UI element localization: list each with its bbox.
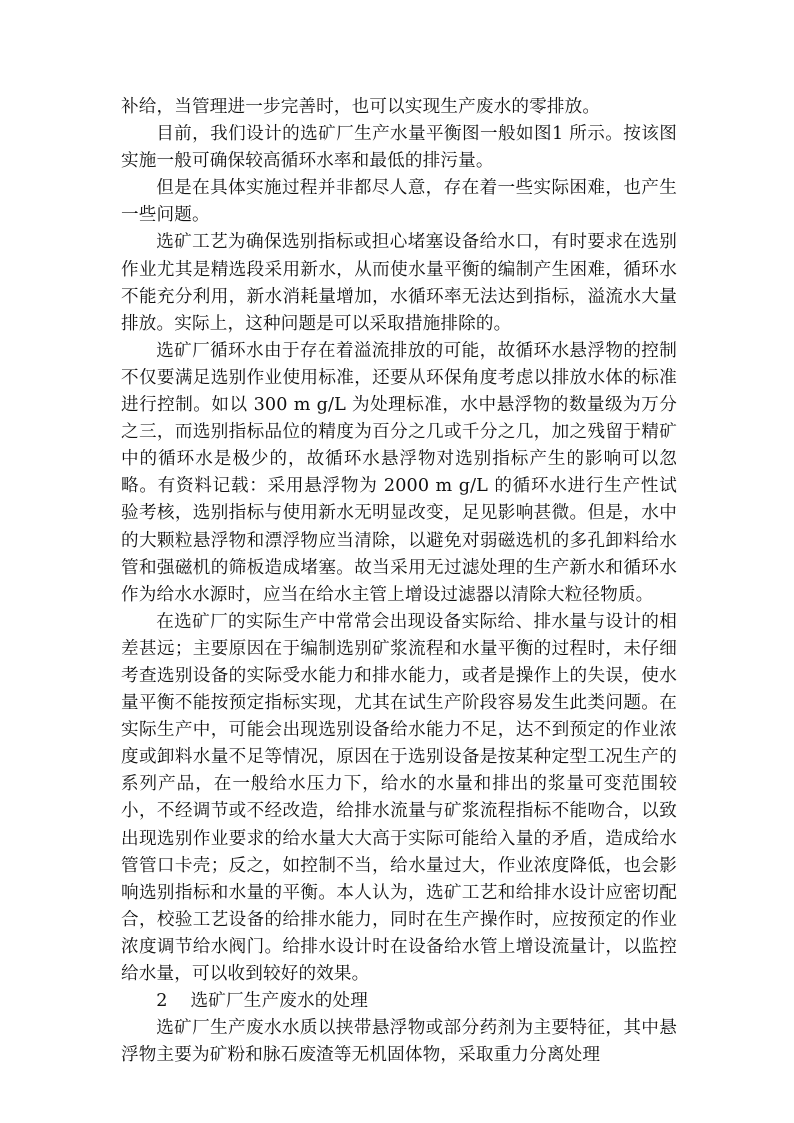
paragraph-process-fresh-water: 选矿工艺为确保选别指标或担心堵塞设备给水口，有时要求在选别作业尤其是精选段采用新水，从而使水量平衡的编制产生困难，循环水不能充分利用，新水消耗量增加，水循环率无法达到指标，溢流水大量排放。实际上，这种问题是可以采取措施排除的。 bbox=[121, 232, 677, 334]
paragraph-water-balance-intro: 目前，我们设计的选矿厂生产水量平衡图一般如图1 所示。按该图实施一般可确保较高循环水率和最低的排污量。 bbox=[121, 124, 677, 172]
paragraph-wastewater-treatment: 选矿厂生产废水水质以挟带悬浮物或部分药剂为主要特征，其中悬浮物主要为矿粉和脉石废渣等无机固体物，采取重力分离处理 bbox=[121, 1018, 677, 1066]
body-text bbox=[121, 94, 677, 1069]
section-number: 2 bbox=[156, 991, 168, 1012]
paragraph-suspended-solids: 选矿厂循环水由于存在着溢流排放的可能，故循环水悬浮物的控制不仅要满足选别作业使用标准，还要从环保角度考虑以排放水体的标准进行控制。如以 300 m g/L 为处理标准，水中悬浮物的数量级为万分之三，而选别指标品位的精度为百分之几或千分之几，加之残留于精矿中的循环水是极少的，故循环水悬浮物对选别指标产生的影响可以忽略。有资料记载：采用悬浮物为 2000 m g/L 的循环水进行生产性试验考核，选别指标与使用新水无明显改变，足见影响甚微。但是，水中的大颗粒悬浮物和漂浮物应当清除，以避免对弱磁选机的多孔卸料给水管和强磁机的筛板造成堵塞。故当采用无过滤处理的生产新水和循环水作为给水水源时，应当在给水主管上增设过滤器以清除大粒径物质。 bbox=[121, 340, 677, 605]
paragraph-equipment-water: 在选矿厂的实际生产中常常会出现设备实际给、排水量与设计的相差甚远；主要原因在于编制选别矿浆流程和水量平衡的过程时，未仔细考查选别设备的实际受水能力和排水能力，或者是操作上的失误，使水量平衡不能按预定指标实现，尤其在试生产阶段容易发生此类问题。在实际生产中，可能会出现选别设备给水能力不足，达不到预定的作业浓度或卸料水量不足等情况，原因在于选别设备是按某种定型工况生产的系列产品，在一般给水压力下，给水的水量和排出的浆量可变范围较小，不经调节或不经改造，给排水流量与矿浆流程指标不能吻合，以致出现选别作业要求的给水量大大高于实际可能给入量的矛盾，造成给水管管口卡壳；反之，如控制不当，给水量过大，作业浓度降低，也会影响选别指标和水量的平衡。本人认为，选矿工艺和给排水设计应密切配合，校验工艺设备的给排水能力，同时在生产操作时，应按预定的作业浓度调节给水阀门。给排水设计时在设备给水管上增设流量计，以监控给水量，可以收到较好的效果。 bbox=[121, 611, 677, 984]
section-heading bbox=[121, 988, 677, 1015]
paragraph-continuation: 补给，当管理进一步完善时，也可以实现生产废水的零排放。 bbox=[121, 97, 601, 117]
section-title: 选矿厂生产废水的处理 bbox=[190, 991, 368, 1012]
paragraph-difficulties: 但是在具体实施过程并非都尽人意，存在着一些实际困难，也产生一些问题。 bbox=[121, 178, 677, 226]
